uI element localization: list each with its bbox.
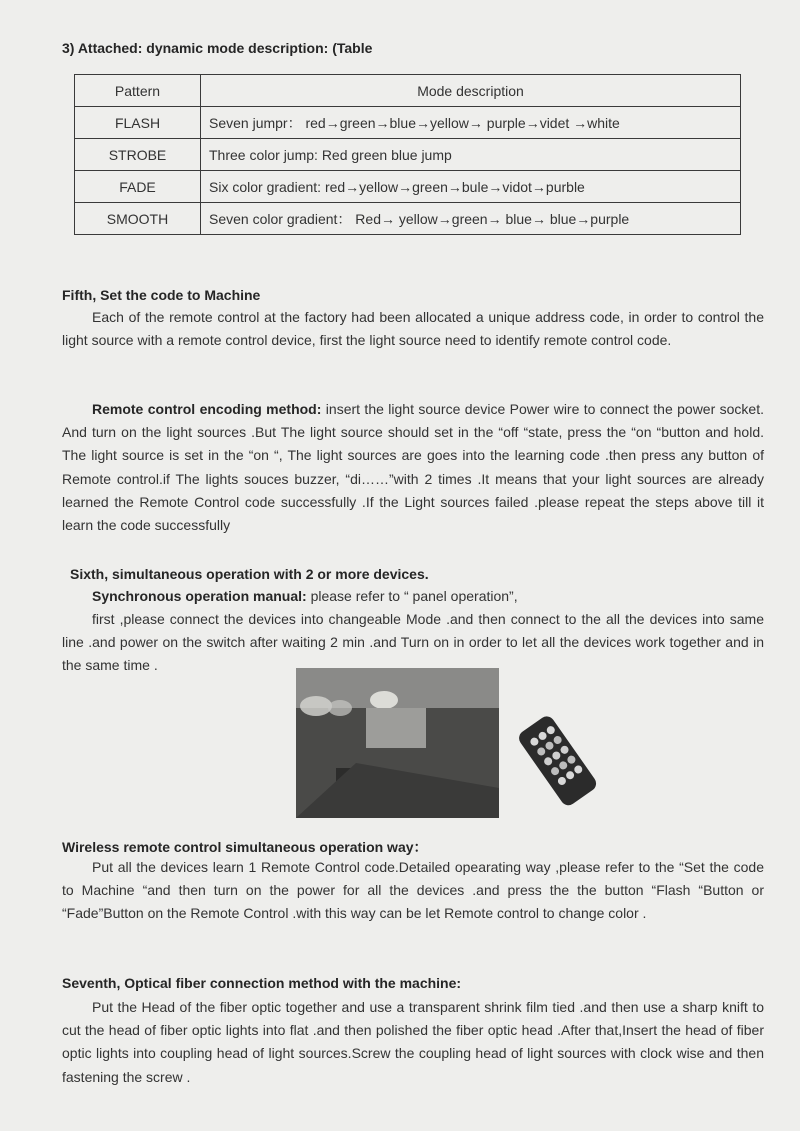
- pattern-cell: FLASH: [75, 107, 201, 139]
- pattern-cell: FADE: [75, 171, 201, 203]
- heading-fifth: Fifth, Set the code to Machine: [62, 287, 261, 303]
- encoding-method-label: Remote control encoding method:: [92, 401, 322, 417]
- description-cell: Seven color gradient： Red→ yellow→green→ blue→ blue→purple: [201, 203, 741, 235]
- table-row: [75, 107, 741, 139]
- heading-seventh: Seventh, Optical fiber connection method with the machine:: [62, 975, 462, 991]
- paragraph-fiber-connection: Put the Head of the fiber optic together and use a transparent shrink film tied .and then use a sharp knift to cut the head of fiber optic lights into flat .and then polished the fiber optic head .After that,Insert the head of fiber optic lights into coupling head of light sources.Screw the coupling head of light sources with clock wise and then fastening the screw .: [62, 999, 764, 1085]
- paragraph-fifth-intro: Each of the remote control at the factory had been allocated a unique address code, in order to control the light source with a remote control device, first the light source need to identify remote control code.: [62, 309, 764, 349]
- section-title-dynamic-mode: 3) Attached: dynamic mode description: (Table: [62, 40, 373, 56]
- mode-table: [74, 74, 741, 235]
- sync-manual-label: Synchronous operation manual:: [92, 588, 307, 604]
- heading-wireless: Wireless remote control simultaneous operation way：: [62, 839, 428, 855]
- sync-manual-text: please refer to “ panel operation”,: [306, 588, 518, 604]
- pattern-cell: SMOOTH: [75, 203, 201, 235]
- remote-control-photo: [512, 712, 602, 807]
- table-row: [75, 203, 741, 235]
- light-source-photo: [296, 668, 499, 818]
- paragraph-encoding-method: [62, 398, 764, 537]
- table-row: [75, 171, 741, 203]
- heading-sixth: Sixth, simultaneous operation with 2 or more devices.: [70, 566, 429, 582]
- description-cell: Six color gradient: red→yellow→green→bule→vidot→purble: [201, 171, 741, 203]
- encoding-method-text: insert the light source device Power wire to connect the power socket. And turn on the light sources .But The light source should set in the “off “state, press the “on “button and hold. The light source is set in the “on “, The light sources are goes into the learning code .then press any button of Remote control.if The lights souces buzzer, “di……”with 2 times .It means that your light sources are already learned the Remote Control code successfully .If the Light sources failed .please repeat the steps above till it learn the code successfully: [62, 401, 764, 534]
- table-header-row: [75, 75, 741, 107]
- paragraph-wireless: Put all the devices learn 1 Remote Control code.Detailed opearating way ,please refer to the “Set the code to Machine “and then turn on the power for all the devices .and press the the button “Flash “Button or “Fade”Button on the Remote Control .with this way can be let Remote control to change color .: [62, 859, 764, 922]
- table-header-description: Mode description: [201, 75, 741, 107]
- description-cell: Seven jumpr： red→green→blue→yellow→ purple→videt →white: [201, 107, 741, 139]
- table-row: [75, 139, 741, 171]
- pattern-cell: STROBE: [75, 139, 201, 171]
- description-cell: Three color jump: Red green blue jump: [201, 139, 741, 171]
- paragraph-sync-manual: [62, 585, 764, 608]
- paragraph-sync-steps: first ,please connect the devices into changeable Mode .and then connect to the all the devices into same line .and power on the switch after waiting 2 min .and Turn on in order to let all the devices work together and in the same time .: [62, 611, 764, 674]
- table-header-pattern: Pattern: [75, 75, 201, 107]
